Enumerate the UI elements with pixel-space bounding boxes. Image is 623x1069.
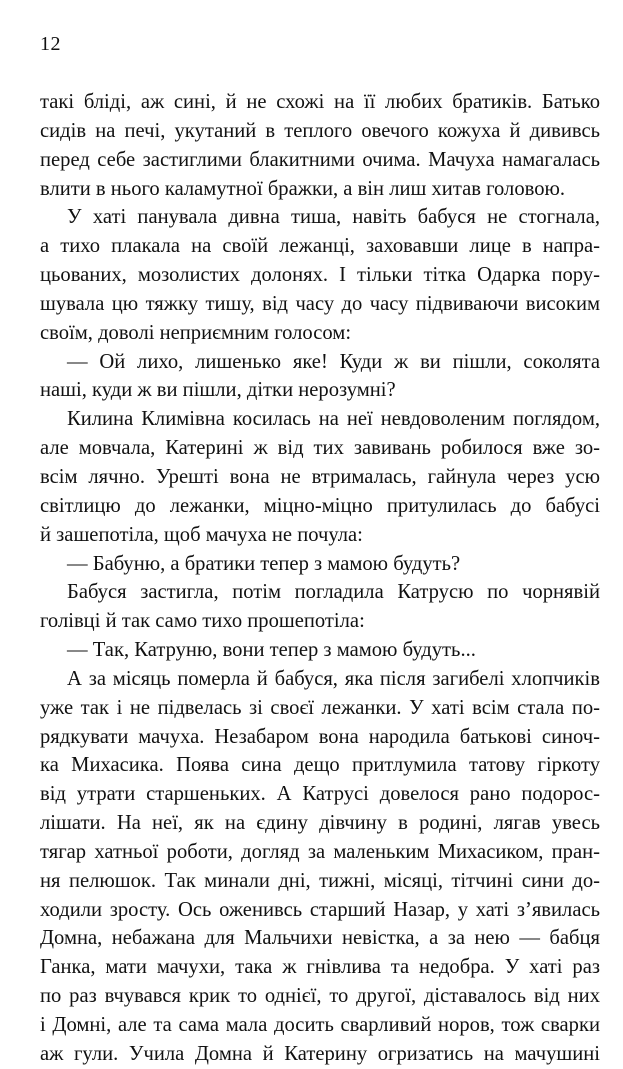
text-line: сидів на печі, укутаний в теплого овечого кожуха й дививсь: [40, 119, 600, 142]
text-line: Бабуся застигла, потім погладила Катрусю по чорнявій: [67, 581, 600, 604]
text-line: Килина Климівна косилась на неї невдоволеним поглядом,: [67, 408, 600, 431]
text-line: такі блідi, аж синi, й не схожі на її любих братиків. Батько: [40, 91, 600, 113]
text-line: лішати. На неї, як на єдину дівчину в родині, лягав увесь: [40, 812, 600, 835]
text-line: цьованих, мозолистих долонях. І тільки тітка Одарка пору-: [40, 264, 600, 287]
text-line: Ганка, мати мачухи, така ж гнівлива та недобра. У хаті раз: [40, 956, 600, 979]
text-line: — Ой лихо, лишенько яке! Куди ж ви пішли, соколята: [67, 350, 600, 373]
text-line: від утрати старшеньких. А Катрусі довелося рано подорос-: [40, 783, 600, 806]
text-line: і Домні, але та сама мала досить сварливий норов, тож сварки: [40, 1014, 600, 1036]
text-line: ка Михасика. Поява сина дещо притлумила татову гіркоту: [40, 754, 600, 777]
text-line: голівці й так само тихо прошепотіла:: [40, 610, 365, 633]
page-number: 12: [40, 33, 61, 55]
text-line: всім лячно. Урешті вона не втрималась, гайнула через усю: [40, 465, 600, 488]
text-line: — Так, Катруню, вони тепер з мамою будуть...: [67, 639, 476, 662]
text-line: а тихо плакала на своїй лежанці, заховавши лице в напра-: [40, 235, 600, 258]
text-line: аж гули. Учила Домна й Катерину огризатись на мачушині: [40, 1042, 600, 1065]
text-line: рядкувати мачуха. Незабаром вона народила батькові синоч-: [40, 725, 600, 748]
text-line: світлицю до лежанки, міцно-міцно притулилась до бабусі: [40, 494, 600, 517]
text-line: тягар хатньої роботи, догляд за маленьким Михасиком, пран-: [40, 840, 600, 863]
text-line: ходили зросту. Ось оженивсь старший Назар, у хаті з’явилась: [40, 898, 600, 921]
text-line: У хаті панувала дивна тиша, навіть бабуся не стогнала,: [67, 206, 600, 229]
text-line: уже так і не підвелась зі своєї лежанки. У хаті всім стала по-: [40, 696, 600, 719]
text-line: й зашепотіла, щоб мачуха не почула:: [40, 523, 363, 546]
text-line: А за місяць померла й бабуся, яка після загибелі хлопчиків: [67, 667, 600, 690]
text-line: шувала цю тяжку тишу, від часу до часу підвиваючи високим: [40, 292, 600, 315]
text-line: наші, куди ж ви пішли, дітки нерозумні?: [40, 379, 396, 402]
text-line: влити в нього каламутної бражки, а він лиш хитав головою.: [40, 177, 566, 200]
text-line: — Бабуню, а братики тепер з мамою будуть?: [67, 552, 461, 575]
text-line: своїм, доволі неприємним голосом:: [40, 321, 352, 344]
text-line: але мовчала, Катерині ж від тих завивань робилося вже зо-: [40, 437, 600, 460]
body-text: [40, 88, 600, 1069]
text-line: Домна, небажана для Мальчихи невістка, а за нею — бабця: [40, 927, 600, 950]
text-line: ня пелюшок. Так минали дні, тижні, місяці, тітчині сини до-: [40, 869, 600, 892]
text-line: перед себе застиглими блакитними очима. Мачуха намагалась: [40, 148, 600, 171]
text-line: по раз вчувався крик то однієї, то другої, діставалось від них: [40, 985, 600, 1008]
